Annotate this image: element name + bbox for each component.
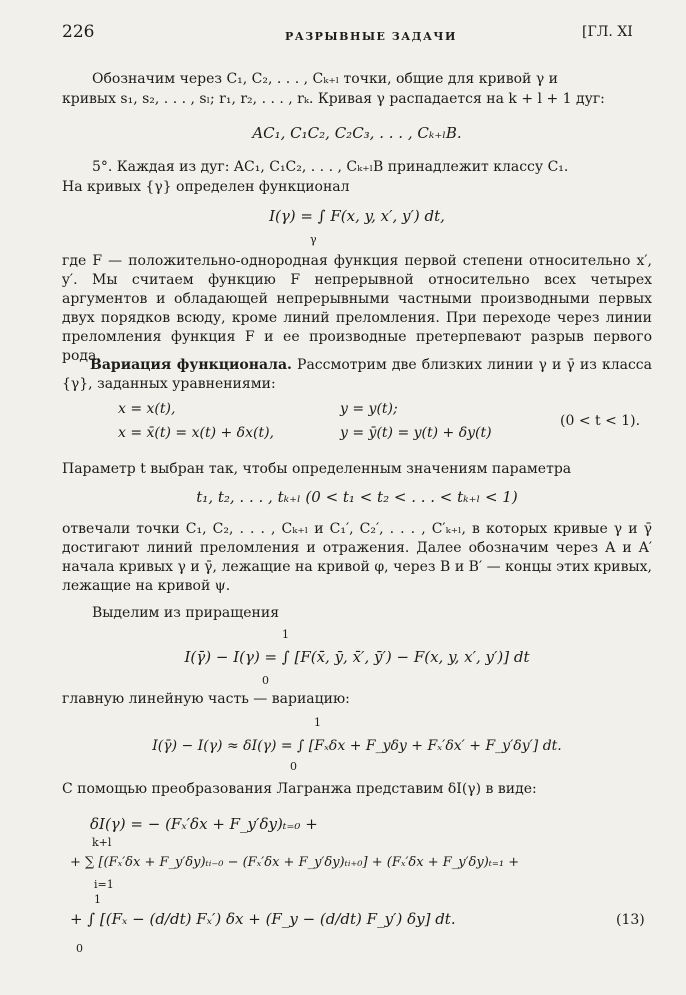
parameter-list: t₁, t₂, . . . , tₖ₊ₗ (0 < t₁ < t₂ < . . . < tₖ₊ₗ < 1)	[196, 488, 518, 506]
upper-limit: 1	[94, 893, 101, 906]
equation-x-bar: x = x̄(t) = x(t) + δx(t),	[118, 425, 275, 441]
lagrange-line-1: δI(γ) = − (Fₓ′δx + F_y′δy)ₜ₌₀ +	[90, 815, 318, 833]
page-number: 226	[62, 22, 95, 42]
lower-limit: 0	[290, 760, 297, 773]
upper-limit: 1	[314, 716, 321, 729]
lower-limit: 0	[76, 942, 83, 955]
sum-upper-limit: k+l	[92, 836, 112, 849]
equation-y-bar: y = ȳ(t) = y(t) + δy(t)	[340, 425, 492, 441]
equation-range: (0 < t < 1).	[560, 413, 641, 429]
text-line: Параметр t выбран так, чтобы определенным значениям параметра	[62, 461, 572, 477]
text-line: На кривых {γ} определен функционал	[62, 179, 350, 195]
lagrange-line-2: + ∑ [(Fₓ′δx + F_y′δy)ₜᵢ₋₀ − (Fₓ′δx + F_y′δy)ₜᵢ₊₀] + (Fₓ′δx + F_y′δy)ₜ₌₁ +	[70, 855, 520, 870]
equation-number: (13)	[616, 912, 645, 928]
variation-formula: I(γ̄) − I(γ) ≈ δI(γ) = ∫ [Fₓδx + F_yδy + Fₓ′δx′ + F_y′δy′] dt.	[152, 738, 562, 754]
equation-x: x = x(t),	[118, 401, 176, 417]
sum-lower-limit: i=1	[94, 878, 114, 891]
integral-subscript: γ	[310, 233, 317, 246]
section-heading: Вариация функционала.	[90, 357, 292, 373]
running-head: РАЗРЫВНЫЕ ЗАДАЧИ	[285, 30, 457, 43]
paragraph-text: Рассмотрим две близких линии γ и γ̄ из класса {γ}, заданных уравнениями:	[62, 357, 652, 392]
paragraph: где F — положительно-однородная функция первой степени относительно x′, y′. Мы считаем функцию F непрерывной относительно всех четырех аргументов и обладающей непрерывными частными производными первых двух порядков всюду, кроме линий преломления. При переходе через линии преломления функция F и ее производные претерпевают разрыв первого рода.	[62, 253, 652, 364]
chapter-label: [ГЛ. XI	[582, 24, 633, 40]
equation-y: y = y(t);	[340, 401, 398, 417]
text-line: Обозначим через C₁, C₂, . . . , Cₖ₊ₗ точки, общие для кривой γ и	[92, 71, 558, 87]
functional-formula: I(γ) = ∫ F(x, y, x′, y′) dt,	[269, 207, 445, 225]
lower-limit: 0	[262, 674, 269, 687]
text-line: кривых s₁, s₂, . . . , sₗ; r₁, r₂, . . . , rₖ. Кривая γ распадается на k + l + 1 дуг:	[62, 91, 605, 107]
text-line: Выделим из приращения	[92, 605, 280, 621]
paragraph: отвечали точки C₁, C₂, . . . , Cₖ₊ₗ и C₁′, C₂′, . . . , C′ₖ₊ₗ, в которых кривые γ и γ̄ достигают линий преломления и отражения. Далее обозначим через A и A′ начала кривых γ и γ̄, лежащие на кривой φ, через B и B′ — концы этих кривых, лежащие на кривой ψ.	[62, 521, 652, 594]
paragraph	[62, 356, 652, 394]
upper-limit: 1	[282, 628, 289, 641]
arc-list: AC₁, C₁C₂, C₂C₃, . . . , Cₖ₊ₗB.	[252, 124, 462, 142]
increment-formula: I(γ̄) − I(γ) = ∫ [F(x̄, ȳ, x̄′, ȳ′) − F(x, y, x′, y′)] dt	[184, 648, 530, 666]
text-line: главную линейную часть — вариацию:	[62, 691, 350, 707]
text-line: 5°. Каждая из дуг: AC₁, C₁C₂, . . . , Cₖ₊ₗB принадлежит классу C₁.	[92, 159, 569, 175]
text-line: С помощью преобразования Лагранжа представим δI(γ) в виде:	[62, 781, 537, 797]
lagrange-line-3: + ∫ [(Fₓ − (d/dt) Fₓ′) δx + (F_y − (d/dt) F_y′) δy] dt.	[70, 910, 456, 928]
